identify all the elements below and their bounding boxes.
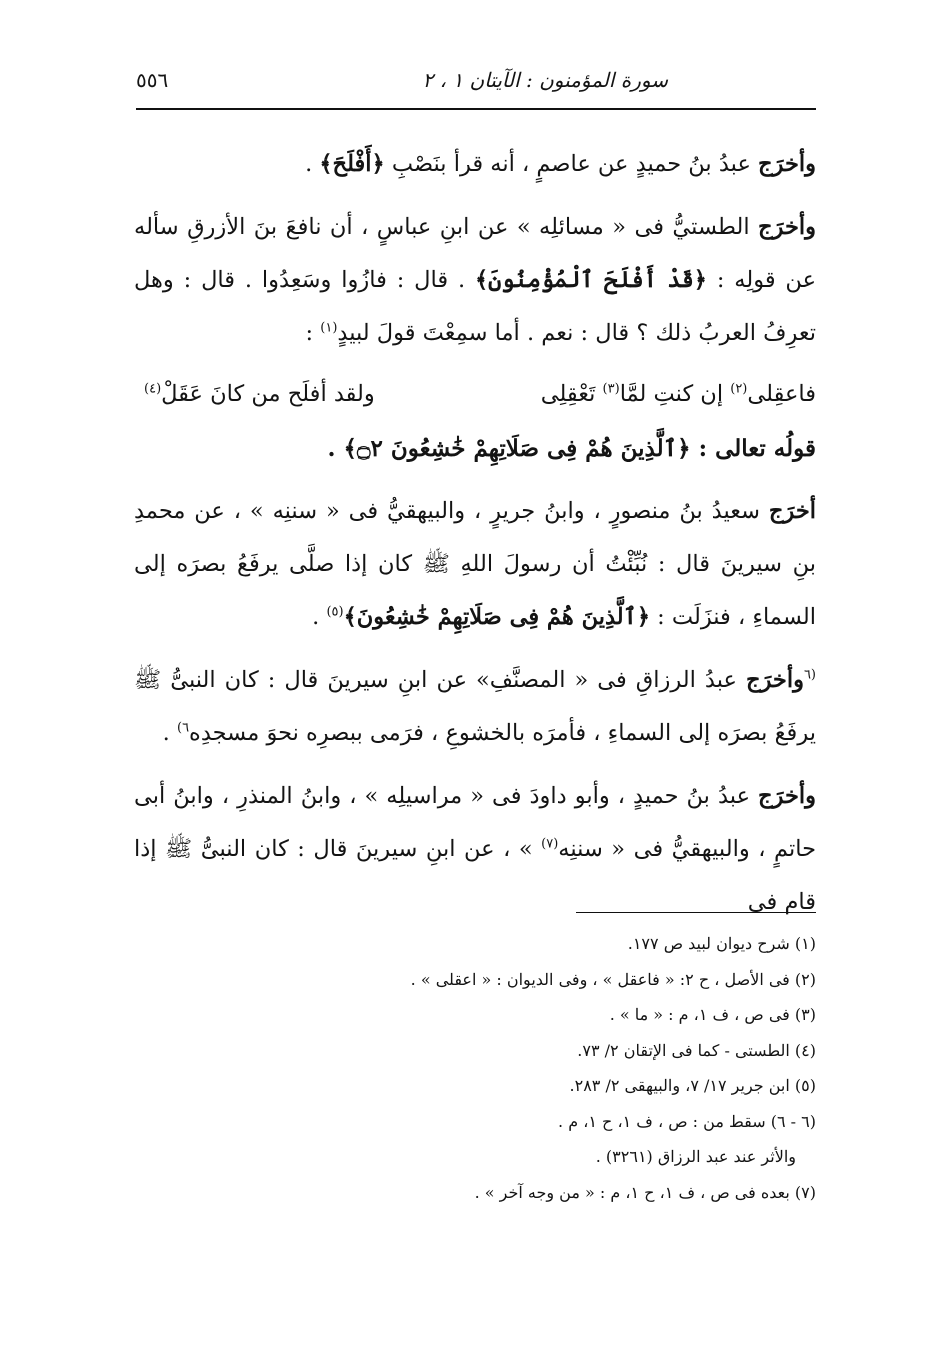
running-header — [136, 62, 816, 102]
footnote-rule — [576, 912, 816, 913]
footnote-ref: ٦) — [176, 720, 190, 736]
paragraph-text: الطستيُّ فى « مسائلِه » عن ابنِ عباسٍ ، أن نافعَ بنَ الأزرقِ سأله عن قولِه : — [134, 214, 816, 293]
lead-word: وأخرَج — [758, 151, 816, 177]
verse-second-hemistich — [144, 366, 375, 422]
lead-word: وأخرَج — [758, 214, 816, 240]
lead-word: وأخرَج — [745, 667, 804, 693]
verse-text: ولقد أفلَح من كانَ عَقَلْ — [161, 381, 375, 407]
running-title: سورة المؤمنون : الآيتان ١ ، ٢ — [422, 68, 668, 92]
paragraph-text: . قال : فازُوا وسَعِدُوا . قال : وهل تعرِفُ العربُ ذلك ؟ قال : نعم . أما سمِعْتَ قولَ لبيدٍ — [134, 267, 816, 346]
paragraph-end: . — [305, 151, 320, 177]
paragraph-2 — [134, 201, 816, 360]
lead-word: أخرَج — [768, 498, 816, 524]
paragraph-text: سعيدُ بنُ منصورٍ ، وابنُ جريرٍ ، والبيهقيُّ فى « سننِه » ، عن محمدِ بنِ سيرينَ قال : نُبِّئْتُ أن رسولَ اللهِ ﷺ كان إذا صلَّى يرفَعُ بصرَه إلى السماءِ ، فنزَلَت : — [134, 498, 816, 630]
paragraph-5 — [134, 770, 816, 929]
footnote-6: (٦ - ٦) سقط من : ص ، ف ١، ح ١، م . — [558, 1111, 816, 1131]
page-number: ٥٥٦ — [136, 68, 169, 92]
paragraph-4 — [134, 654, 816, 760]
heading-label: قولُه تعالى : — [690, 435, 816, 462]
paragraph-text: عبدُ الرزاقِ فى « المصنَّفِ» عن ابنِ سيرينَ قال : كان النبىُّ ﷺ يرفَعُ بصرَه إلى السماءِ ، فأمرَه بالخشوعِ ، فرَمى ببصرِه نحوَ مسجدِه — [134, 667, 816, 746]
paragraph-1 — [134, 138, 816, 191]
footnotes — [300, 926, 816, 1210]
poetry-verse — [134, 366, 816, 422]
quran-quote: ﴿قَدْ أَفْلَحَ ٱلْمُؤْمِنُونَ﴾ — [474, 267, 707, 293]
footnote-7: (٧) بعده فى ص ، ف ١، ح ١، م : « من وجه آخر » . — [474, 1182, 816, 1202]
quran-quote: ﴿أَفْلَحَ﴾ — [319, 151, 385, 177]
heading-end: . — [327, 435, 344, 462]
footnote-ref: (٢) — [730, 381, 748, 397]
footnote-ref: (٣) — [602, 381, 620, 397]
footnote-1: (١) شرح ديوان لبيد ص ١٧٧. — [627, 934, 816, 953]
verse-heading — [134, 422, 816, 475]
footnote-ref: (٦ — [803, 667, 816, 683]
paragraph-text: عبدُ بنُ حميدٍ عن عاصمٍ ، أنه قرأ بنَصْبِ — [384, 151, 759, 177]
footnote-3: (٣) فى ص ، ف ١، م : « ما » . — [609, 1005, 816, 1024]
paragraph-end: . — [312, 604, 327, 630]
header-rule — [136, 108, 816, 110]
footnote-ref: (١) — [320, 320, 338, 336]
paragraph-end: . — [162, 720, 177, 746]
paragraph-end: : — [305, 320, 321, 346]
verse-first-hemistich — [541, 366, 816, 422]
verse-text: إن كنتِ لمَّا — [619, 381, 731, 407]
main-text — [134, 138, 816, 939]
footnote-2: (٢) فى الأصل ، ح ٢: « فاعقل » ، وفى الديوان : « اعقلى » . — [410, 969, 816, 989]
footnote-4: (٤) الطستى - كما فى الإتقان ٢/ ٧٣. — [577, 1040, 816, 1060]
footnote-5: (٥) ابن جرير ١٧/ ٧، والبيهقى ٢/ ٢٨٣. — [569, 1076, 816, 1095]
paragraph-text: عبدُ بنُ حميدٍ ، وأبو داودَ فى « مراسيلِه » ، وابنُ المنذرِ ، وابنُ أبى حاتمٍ ، والبيهقيُّ فى « سننِه — [134, 783, 816, 862]
quran-quote: ﴿ٱلَّذِينَ هُمْ فِى صَلَاتِهِمْ خَٰشِعُونَ﴾ — [343, 604, 651, 630]
paragraph-3 — [134, 485, 816, 644]
quran-quote: ﴿ٱلَّذِينَ هُمْ فِى صَلَاتِهِمْ خَٰشِعُونَ ۝٢﴾ — [343, 435, 691, 462]
verse-text: فاعقِلى — [747, 381, 816, 407]
footnote-ref: (٥) — [326, 604, 344, 620]
paragraph-text: » ، عن ابنِ سيرينَ قال : كان النبىُّ ﷺ إذا قام فى — [134, 836, 816, 915]
footnote-ref: (٤) — [144, 381, 162, 397]
verse-text: تَعْقِلِى — [540, 381, 603, 407]
lead-word: وأخرَج — [758, 783, 816, 809]
footnote-ref: (٧) — [541, 836, 559, 852]
footnote-6-continued: والأثر عند عبد الرزاق (٣٢٦١) . — [595, 1147, 796, 1166]
